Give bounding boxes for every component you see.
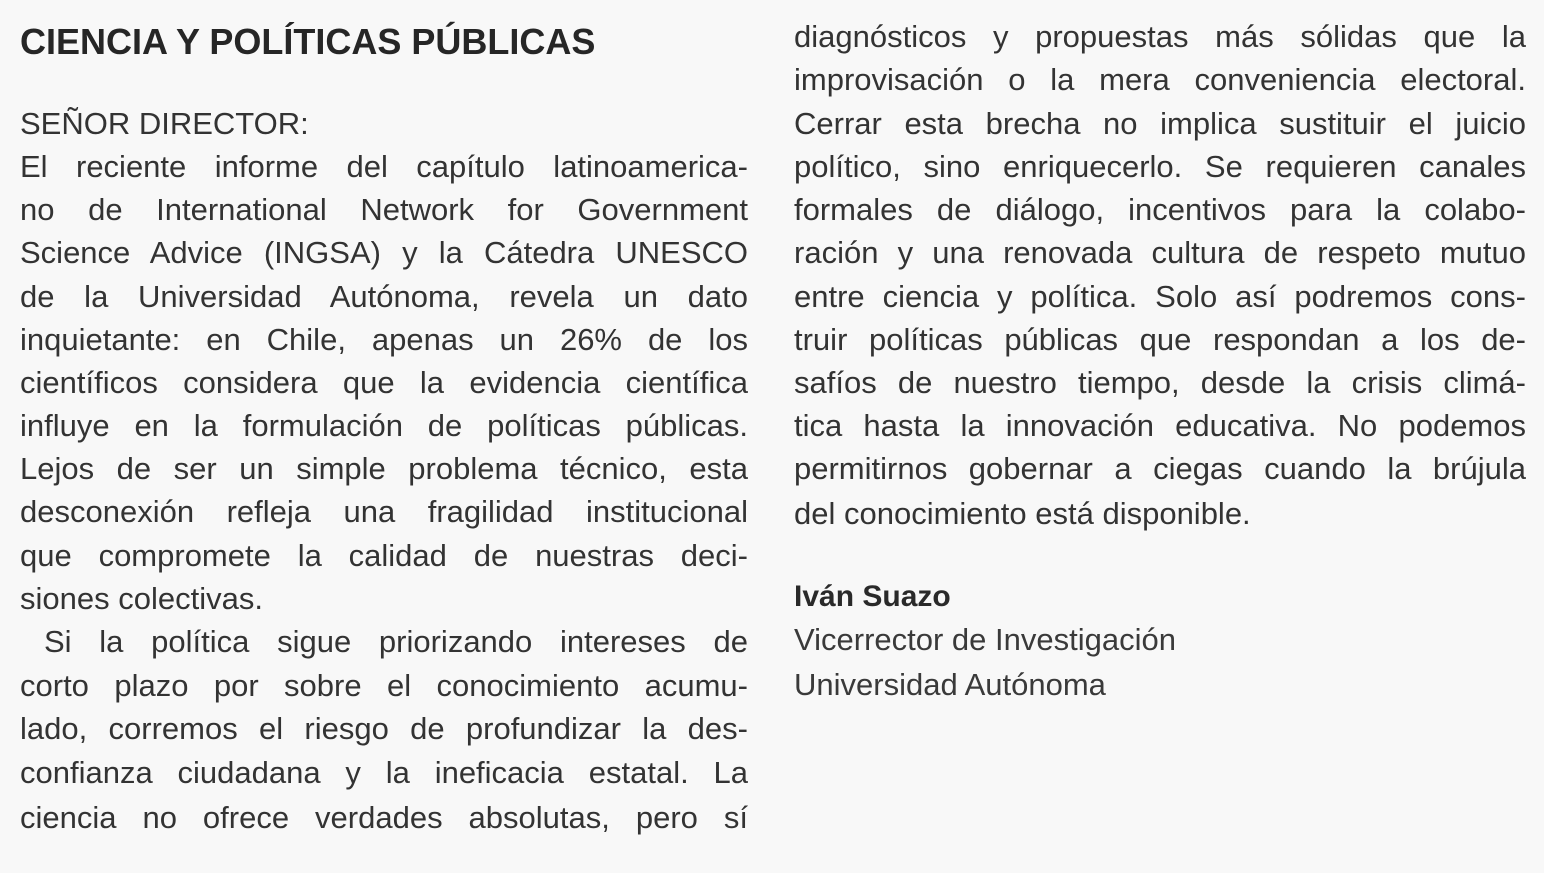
paragraph-end-line: siones colectivas. bbox=[20, 581, 263, 616]
body-line: ración y una renovada cultura de respeto mutuo bbox=[794, 235, 1526, 270]
body-line: influye en la formulación de políticas públicas. bbox=[20, 408, 748, 443]
body-line: científicos considera que la evidencia científica bbox=[20, 365, 748, 400]
body-line: corto plazo por sobre el conocimiento acumu- bbox=[20, 668, 748, 703]
body-line: Science Advice (INGSA) y la Cátedra UNESCO bbox=[20, 235, 748, 270]
body-line: entre ciencia y política. Solo así podremos cons- bbox=[794, 279, 1526, 314]
body-line: diagnósticos y propuestas más sólidas que la bbox=[794, 19, 1526, 54]
body-line: Cerrar esta brecha no implica sustituir el juicio bbox=[794, 106, 1526, 141]
body-line: formales de diálogo, incentivos para la colabo- bbox=[794, 192, 1526, 227]
body-line: que compromete la calidad de nuestras deci- bbox=[20, 538, 748, 573]
body-line: de la Universidad Autónoma, revela un dato bbox=[20, 279, 748, 314]
body-line: El reciente informe del capítulo latinoamerica- bbox=[20, 149, 748, 184]
body-line: desconexión refleja una fragilidad institucional bbox=[20, 494, 748, 529]
signer-title: Vicerrector de Investigación bbox=[794, 622, 1176, 657]
body-line: ciencia no ofrece verdades absolutas, pero sí bbox=[20, 800, 748, 835]
body-line: lado, corremos el riesgo de profundizar la des- bbox=[20, 711, 748, 746]
signer-institution: Universidad Autónoma bbox=[794, 667, 1106, 702]
signer-name: Iván Suazo bbox=[794, 580, 951, 613]
body-line: tica hasta la innovación educativa. No podemos bbox=[794, 408, 1526, 443]
body-line: permitirnos gobernar a ciegas cuando la brújula bbox=[794, 451, 1526, 486]
body-line: safíos de nuestro tiempo, desde la crisis climá- bbox=[794, 365, 1526, 400]
body-line: no de International Network for Government bbox=[20, 192, 748, 227]
body-line: truir políticas públicas que respondan a los de- bbox=[794, 322, 1526, 357]
body-line: Si la política sigue priorizando intereses de bbox=[44, 624, 748, 659]
body-line: confianza ciudadana y la ineficacia estatal. La bbox=[20, 755, 748, 790]
salutation: SEÑOR DIRECTOR: bbox=[20, 106, 309, 141]
body-line: político, sino enriquecerlo. Se requieren canales bbox=[794, 149, 1526, 184]
body-line: improvisación o la mera conveniencia electoral. bbox=[794, 62, 1526, 97]
headline: CIENCIA Y POLÍTICAS PÚBLICAS bbox=[20, 21, 596, 62]
body-line: Lejos de ser un simple problema técnico, esta bbox=[20, 451, 748, 486]
paragraph-end-line: del conocimiento está disponible. bbox=[794, 496, 1251, 531]
body-line: inquietante: en Chile, apenas un 26% de los bbox=[20, 322, 748, 357]
